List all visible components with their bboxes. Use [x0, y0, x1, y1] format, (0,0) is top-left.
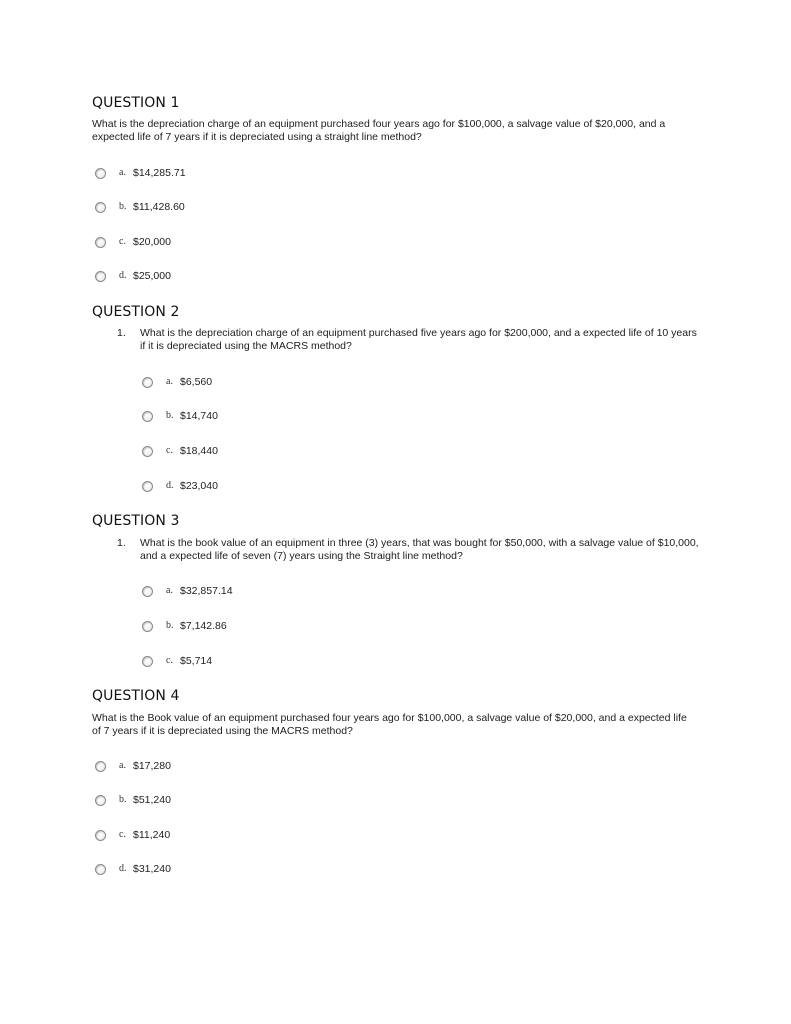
option-letter: b.: [166, 620, 174, 631]
option-letter: a.: [119, 167, 126, 178]
radio-button[interactable]: [95, 202, 106, 213]
option-letter: c.: [166, 445, 173, 456]
radio-button[interactable]: [142, 621, 153, 632]
option-value: $20,000: [133, 236, 171, 248]
option-letter: b.: [119, 201, 127, 212]
question-3-number: 1.: [117, 537, 126, 549]
option-letter: a.: [166, 585, 173, 596]
option-value: $5,714: [180, 655, 213, 667]
question-1-title: QUESTION 1: [92, 95, 180, 111]
question-2-title: QUESTION 2: [92, 304, 180, 320]
radio-button[interactable]: [142, 446, 153, 457]
option-letter: d.: [166, 480, 174, 491]
option-letter: b.: [119, 794, 127, 805]
question-2-number: 1.: [117, 327, 126, 339]
option-value: $32,857.14: [180, 585, 233, 597]
radio-button[interactable]: [95, 795, 106, 806]
question-4-text: What is the Book value of an equipment purchased four years ago for $100,000, a salvage value of $20,000, and a expected life of 7 years if it is depreciated using the MACRS method?: [92, 712, 687, 737]
radio-button[interactable]: [142, 586, 153, 597]
option-value: $51,240: [133, 794, 171, 806]
option-value: $6,560: [180, 376, 213, 388]
option-value: $7,142.86: [180, 620, 227, 632]
option-value: $14,740: [180, 410, 218, 422]
option-letter: d.: [119, 270, 127, 281]
question-1-text: What is the depreciation charge of an equipment purchased four years ago for $100,000, a salvage value of $20,000, and a expected life of 7 years if it is depreciated using a straight line method?: [92, 118, 666, 143]
option-value: $18,440: [180, 445, 218, 457]
option-value: $25,000: [133, 270, 171, 282]
radio-button[interactable]: [95, 761, 106, 772]
radio-button[interactable]: [142, 481, 153, 492]
option-value: $23,040: [180, 480, 218, 492]
radio-button[interactable]: [95, 237, 106, 248]
radio-button[interactable]: [142, 656, 153, 667]
option-value: $17,280: [133, 760, 171, 772]
option-value: $11,428.60: [133, 201, 185, 213]
option-value: $14,285.71: [133, 167, 186, 179]
radio-button[interactable]: [95, 168, 106, 179]
radio-button[interactable]: [142, 377, 153, 388]
question-2-text: What is the depreciation charge of an equipment purchased five years ago for $200,000, and a expected life of 10 years if it is depreciated using the MACRS method?: [140, 327, 697, 352]
question-3-title: QUESTION 3: [92, 513, 180, 529]
option-letter: c.: [119, 236, 126, 247]
question-3-text: What is the book value of an equipment in three (3) years, that was bought for $50,000, with a salvage value of $10,000, and a expected life of seven (7) years using the Straight line method?: [140, 537, 699, 562]
option-value: $11,240: [133, 829, 171, 841]
option-letter: a.: [166, 376, 173, 387]
option-letter: b.: [166, 410, 174, 421]
option-letter: d.: [119, 863, 127, 874]
option-letter: a.: [119, 760, 126, 771]
radio-button[interactable]: [95, 864, 106, 875]
radio-button[interactable]: [142, 411, 153, 422]
option-value: $31,240: [133, 863, 171, 875]
option-letter: c.: [166, 655, 173, 666]
option-letter: c.: [119, 829, 126, 840]
radio-button[interactable]: [95, 271, 106, 282]
radio-button[interactable]: [95, 830, 106, 841]
question-4-title: QUESTION 4: [92, 688, 180, 704]
